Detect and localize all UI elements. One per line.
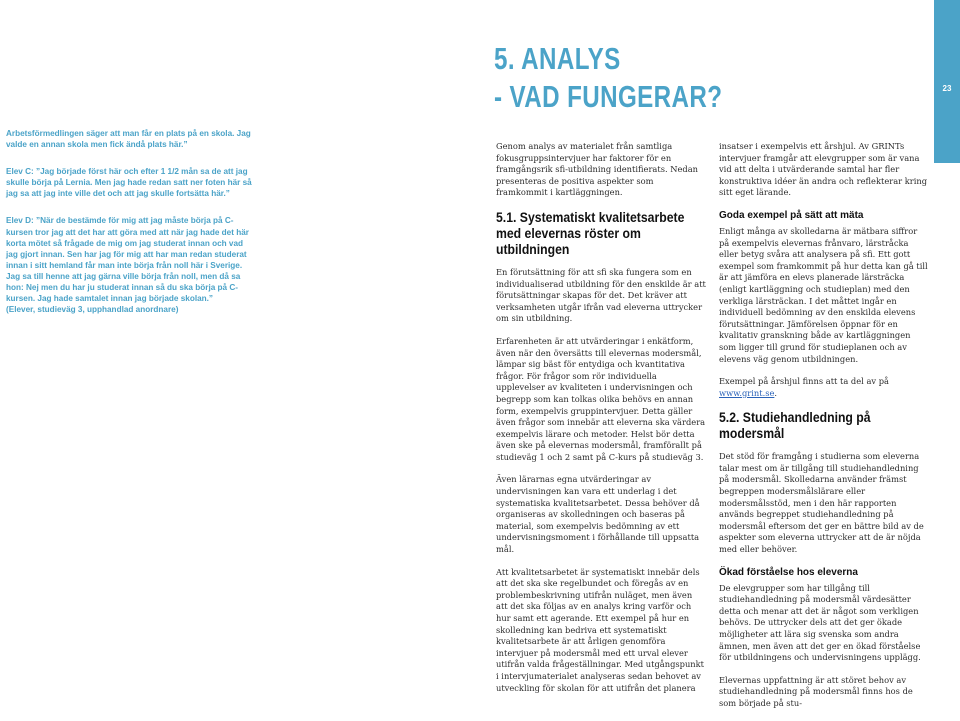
body-paragraph: En förutsättning för att sfi ska fungera som en individualiserad utbildning för den enskilde är att förutsättningar skapas för det. Det kräver att verksamheten utgår ifrån vad eleverna uttrycker om sin utbildning. xyxy=(496,266,706,324)
body-paragraph: Enligt många av skolledarna är mätbara siffror på exempelvis elevernas frånvaro, lärstråcka eller betyg svåra att analysera på sfi. Ett gott exempel som framkommit på hur detta kan gå till är att jämföra en elevs planerade lärsträcka (enligt kartläggning och studieplan) med den verkliga lärsträckan. I det måttet ingår en individuell bedömning av den enskilda elevens förutsättningar. Jämförelsen öppnar för en kvalitativ granskning både av kartläggningen som ligger till grund för studieplanen och av elevens väg genom utbildningen. xyxy=(719,225,928,364)
arshjul-text: Exempel på årshjul finns att ta del av på xyxy=(719,376,889,387)
quote-column xyxy=(6,128,256,331)
chapter-heading xyxy=(494,40,728,116)
section-5-2-title: 5.2. Studiehandledning på modersmål xyxy=(719,410,871,442)
page-number-tab xyxy=(934,0,960,163)
intro-paragraph: Genom analys av materialet från samtliga fokusgruppsintervjuer har faktorer för en framgångsrik sfi-utbildning identifierats. Nedan presenteras de positiva aspekter som framkommit i kartläggningen. xyxy=(496,141,698,198)
arshjul-period: . xyxy=(774,387,778,398)
quote-source: (Elever, studieväg 3, upphandlad anordnare) xyxy=(6,305,179,315)
chapter-heading-line2: - VAD FUNGERAR? xyxy=(494,79,723,114)
body-paragraph: insatser i exempelvis ett årshjul. Av GRINTs intervjuer framgår att elevgrupper som är vana vid att delta i utvärderande samtal har fler konstruktiva idéer än andra och reflekterar kring sitt eget lärande. xyxy=(719,141,928,198)
body-paragraph: Även lärarnas egna utvärderingar av undervisningen kan vara ett underlag i det systematiska kvalitetsarbetet. Dessa behöver då organiseras av skolledningen och baseras på material, som exempelvis bedömning av ett undervisningsmoment i förhållande till uppsatta mål. xyxy=(496,474,700,555)
quote-elev-d: Elev D: ”När de bestämde för mig att jag måste börja på C-kursen tror jag att det har att göra med att när jag hade det här korta mötet så frågade de mig om jag studerat innan och vad jag gjort innan. Sen har jag för mig att har man redan studerat innan i sitt hemland får man inte börja från noll här i Sverige. Jag sa till henne att jag gärna ville börja från noll, men då sa hon: Nej men du har ju studerat innan så du ska börja på C-kursen. Jag hade samtalet innan jag började skolan.” xyxy=(6,216,249,304)
page-number: 23 xyxy=(942,84,952,93)
quote-elev-c: Elev C: ”Jag började först här och efter 1 1/2 mån sa de att jag skulle börja på Lernia. Men jag hade redan satt ner foten här så jag sa att jag inte ville det och att jag skulle fortsätta här.” xyxy=(6,167,252,199)
subheading-understanding: Ökad förståelse hos eleverna xyxy=(719,566,858,578)
right-column xyxy=(719,141,929,721)
section-5-1-title: 5.1. Systematiskt kvalitetsarbete med elevernas röster om utbildningen xyxy=(496,209,685,257)
grint-link[interactable]: www.grint.se xyxy=(719,387,775,398)
body-paragraph: Elevernas uppfattning är att störet behov av studiehandledning på modersmål finns hos de som började på stu- xyxy=(719,674,913,708)
body-paragraph: Det stöd för framgång i studierna som eleverna talar mest om är tillgång till studiehandledning på modersmål. Skolledarna använder främst begreppen modersmålslärare eller modersmålsstöd, men i den här rapporten används begreppet studiehandledning på modersmål eftersom det ger en bättre bild av de aspekter som eleverna uttrycker att de är nöjda med eller behöver. xyxy=(719,451,924,555)
body-paragraph: De elevgrupper som har tillgång till studiehandledning på modersmål värdesätter detta och menar att det är något som verkligen behövs. De uttrycker dels att det ger ökade möjligheter att lära sig svenska som andra ämnen, men även att det ger en ökad förståelse för utbildningens och undervisningens upplägg. xyxy=(719,582,921,663)
arshjul-paragraph xyxy=(719,376,929,399)
body-paragraph: Att kvalitetsarbetet är systematiskt innebär dels att det ska ske regelbundet och föregås av en problembeskrivning utifrån nuläget, men även att det ska följas av en analys kring varför och hur samt ett agerande. Ett exempel på hur en skolledning kan bedriva ett systematiskt kvalitetsarbete är att årligen genomföra intervjuer på modersmål med ett urval elever utifrån valda frågeställningar. Med utgångspunkt i intervjumaterialet analyseras sedan behovet av utveckling för skolan för att utifrån det planera xyxy=(496,566,705,693)
quote-a: Arbetsförmedlingen säger att man får en plats på en skola. Jag valde en annan skola men fick ändå plats här.” xyxy=(6,129,251,150)
middle-column xyxy=(496,141,706,705)
body-paragraph: Erfarenheten är att utvärderingar i enkätform, även när den översätts till elevernas modersmål, lämpar sig bäst för entydiga och kvantitativa frågor. För frågor som rör individuella upplevelser av kvaliteten i undervisningen och begrepp som kan tolkas olika behövs en annan form, exempelvis gruppintervjuer. Detta gäller även frågor som innebär att eleverna ska värdera exempelvis lärare och metoder. Helst bör detta även ske på elevernas modersmål, framförallt på studieväg 1 och 2 samt på C-kurs på studieväg 3. xyxy=(496,335,706,462)
subheading-good-examples: Goda exempel på sätt att mäta xyxy=(719,209,864,221)
chapter-heading-line1: 5. ANALYS xyxy=(494,41,621,76)
